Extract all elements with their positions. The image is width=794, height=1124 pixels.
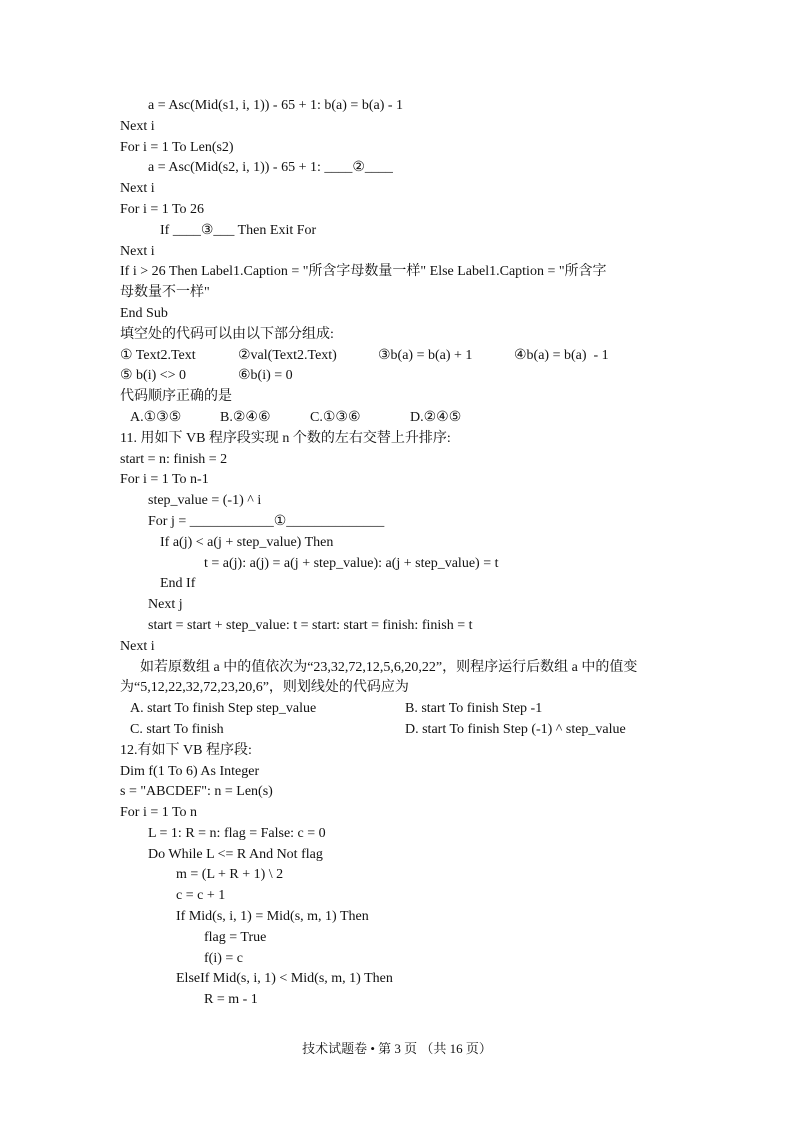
code-line: End If	[160, 576, 196, 592]
code-line: a = Asc(Mid(s1, i, 1)) - 65 + 1: b(a) = b(a) - 1	[148, 98, 404, 113]
q10-part-5: ⑤ b(i) <> 0	[120, 368, 187, 384]
code-line: s = "ABCDEF": n = Len(s)	[120, 784, 273, 800]
q10-option-d: D.②④⑤	[410, 409, 462, 425]
q10-parts-row-1	[120, 346, 680, 367]
page-content	[120, 96, 680, 1011]
q10-option-a: A.①③⑤	[130, 409, 182, 425]
q10-part-4: ④b(a) = b(a) - 1	[514, 347, 609, 363]
code-line: L = 1: R = n: flag = False: c = 0	[148, 825, 326, 841]
code-line: If i > 26 Then Label1.Caption = "所含字母数量一样" Else Label1.Caption = "所含字	[120, 264, 607, 280]
code-line: a = Asc(Mid(s2, i, 1)) - 65 + 1: ____②____	[148, 160, 393, 176]
q11-option-a: A. start To finish Step step_value	[130, 701, 317, 717]
code-line: Next i	[120, 181, 155, 197]
q10-question: 代码顺序正确的是	[120, 389, 232, 405]
code-line: Next i	[120, 118, 155, 134]
code-line: For i = 1 To 26	[120, 201, 205, 217]
code-line: Next i	[120, 638, 155, 654]
code-line: For i = 1 To Len(s2)	[120, 139, 234, 155]
q11-text-2: 为“5,12,22,32,72,23,20,6”，则划线处的代码应为	[120, 680, 409, 696]
code-line: flag = True	[204, 929, 267, 945]
code-line: step_value = (-1) ^ i	[148, 493, 262, 509]
q10-part-3: ③b(a) = b(a) + 1	[378, 347, 473, 363]
code-line: ElseIf Mid(s, i, 1) < Mid(s, m, 1) Then	[176, 971, 393, 987]
q10-part-1: ① Text2.Text	[120, 347, 196, 363]
page-footer: 技术试题卷 • 第 3 页 （共 16 页）	[302, 1041, 492, 1056]
code-line: Do While L <= R And Not flag	[148, 846, 323, 862]
code-line: c = c + 1	[176, 888, 226, 904]
code-line: t = a(j): a(j) = a(j + step_value): a(j + step_value) = t	[204, 555, 499, 571]
code-line: start = n: finish = 2	[120, 451, 228, 467]
q12-title: 12.有如下 VB 程序段:	[120, 742, 252, 758]
code-line: For i = 1 To n-1	[120, 472, 209, 488]
code-line: Next j	[148, 597, 183, 613]
code-line: For i = 1 To n	[120, 805, 198, 821]
code-line: m = (L + R + 1) \ 2	[176, 867, 284, 883]
q10-option-c: C.①③⑥	[310, 409, 361, 425]
code-line: For j = ____________①______________	[148, 513, 385, 529]
code-line: start = start + step_value: t = start: start = finish: finish = t	[148, 617, 473, 633]
code-line: R = m - 1	[204, 992, 258, 1008]
q10-option-b: B.②④⑥	[220, 409, 271, 425]
code-line: Dim f(1 To 6) As Integer	[120, 763, 260, 779]
code-line: f(i) = c	[204, 950, 243, 966]
code-line: End Sub	[120, 305, 168, 321]
q10-prompt: 填空处的代码可以由以下部分组成:	[120, 326, 334, 342]
q10-part-6: ⑥b(i) = 0	[238, 368, 293, 384]
q10-part-2: ②val(Text2.Text)	[238, 347, 337, 363]
q10-options	[120, 408, 680, 429]
q11-option-b: B. start To finish Step -1	[405, 701, 543, 717]
q11-option-c: C. start To finish	[130, 721, 224, 737]
q11-text-1: 如若原数组 a 中的值依次为“23,32,72,12,5,6,20,22”，则程序运行后数组 a 中的值变	[140, 659, 638, 675]
q10-parts-row-2	[120, 366, 680, 387]
q11-options-row-2	[120, 720, 680, 741]
code-line: If ____③___ Then Exit For	[160, 222, 317, 238]
code-line: Next i	[120, 243, 155, 259]
q11-title: 11. 用如下 VB 程序段实现 n 个数的左右交替上升排序:	[120, 430, 451, 446]
q11-options-row-1	[120, 699, 680, 720]
code-line: 母数量不一样"	[120, 285, 210, 301]
q11-option-d: D. start To finish Step (-1) ^ step_value	[405, 721, 626, 737]
code-line: If a(j) < a(j + step_value) Then	[160, 534, 334, 550]
code-line: If Mid(s, i, 1) = Mid(s, m, 1) Then	[176, 909, 369, 925]
